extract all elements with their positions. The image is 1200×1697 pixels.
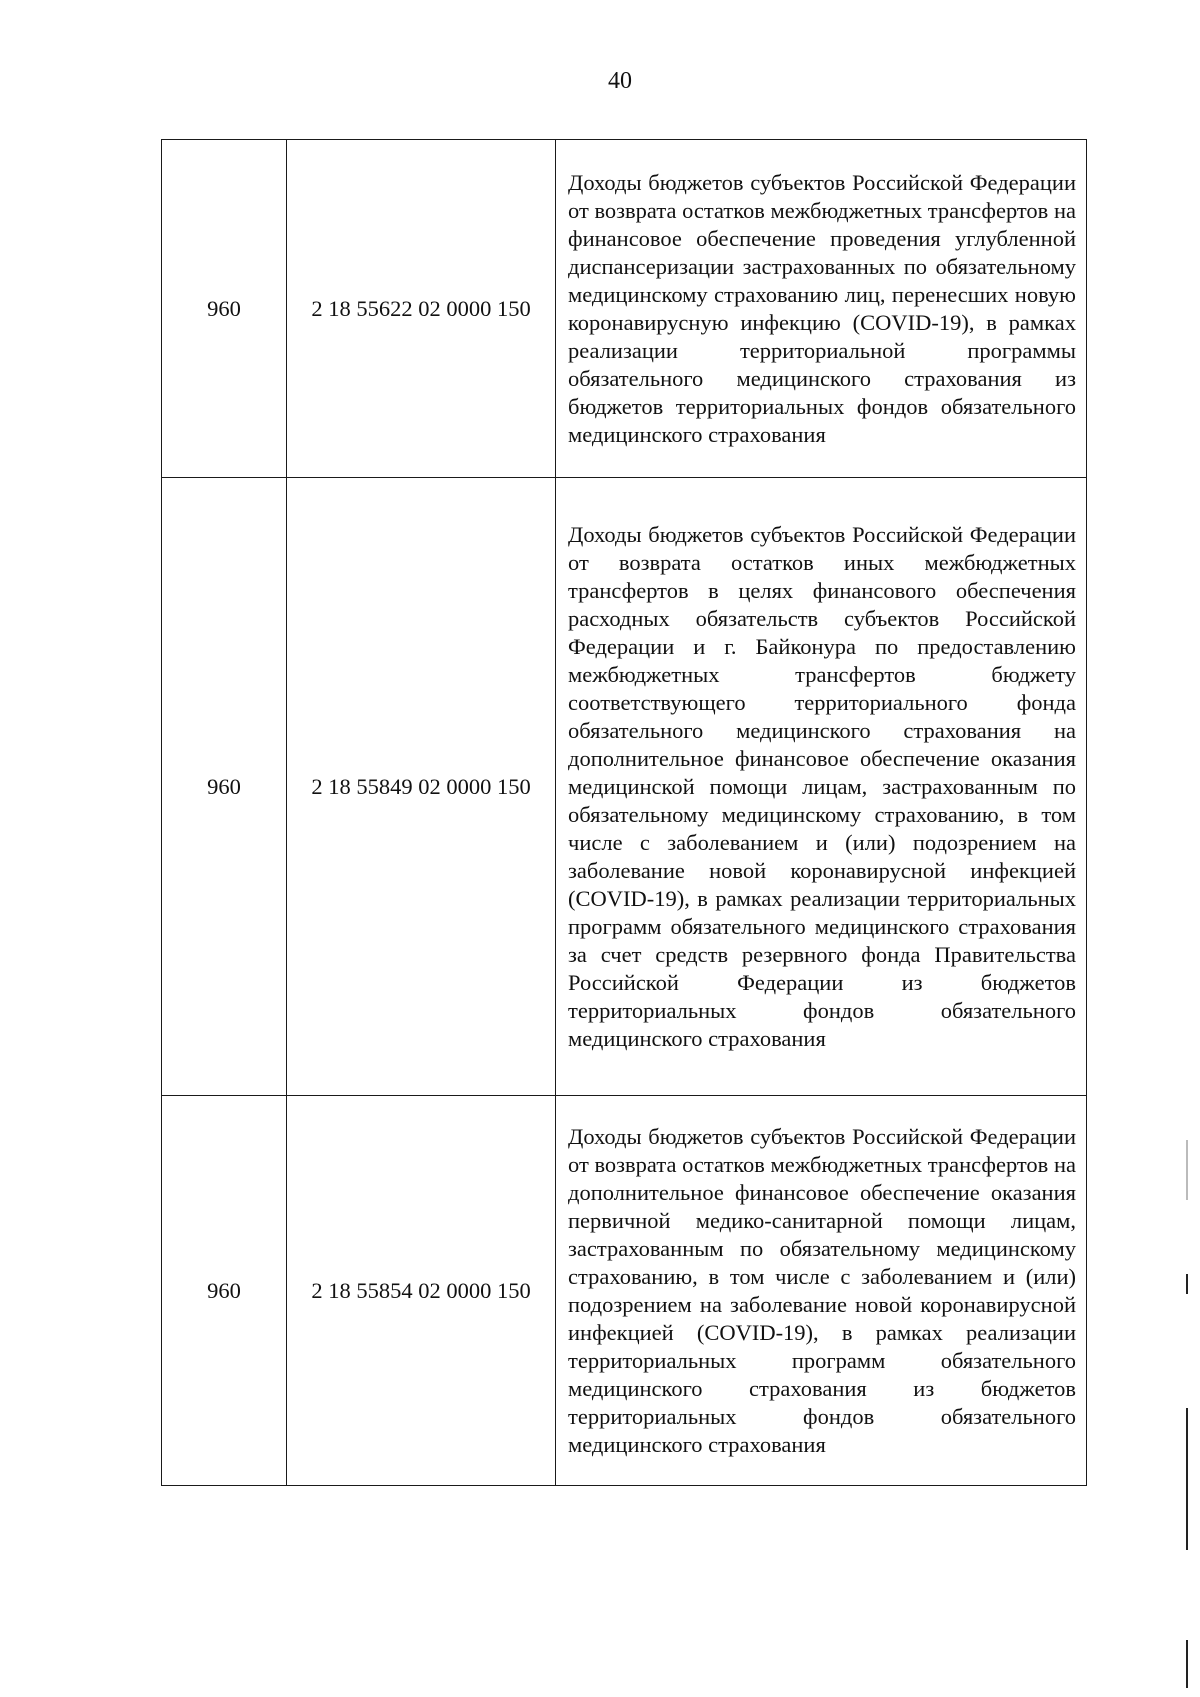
revenue-name-cell: Доходы бюджетов субъектов Российской Федерации от возврата остатков иных межбюджетных трансфертов в целях финансового обеспечения расходных обязательств субъектов Российской Федерации и г. Байконура по предоставлению межбюджетных трансфертов бюджету соответствующего территориального фонда обязательного медицинского страхования на дополнительное финансовое обеспечение оказания медицинской помощи лицам, застрахованным по обязательному медицинскому страхованию, в том числе с заболеванием и (или) подозрением на заболевание новой коронавирусной инфекцией (COVID-19), в рамках реализации территориальных программ обязательного медицинского страхования за счет средств резервного фонда Правительства Российской Федерации из бюджетов территориальных фондов обязательного медицинского страхования (556, 478, 1087, 1096)
scan-artifact (1186, 1274, 1188, 1294)
page-number: 40 (608, 68, 632, 94)
budget-code-cell: 2 18 55849 02 0000 150 (287, 478, 556, 1096)
budget-code-cell: 2 18 55622 02 0000 150 (287, 140, 556, 478)
scan-artifact (1186, 1408, 1188, 1550)
scan-artifact (1186, 1640, 1188, 1688)
table-row (162, 140, 1087, 478)
revenue-name-cell: Доходы бюджетов субъектов Российской Федерации от возврата остатков межбюджетных трансфертов на финансовое обеспечение проведения углубленной диспансеризации застрахованных по обязательному медицинскому страхованию лиц, перенесших новую коронавирусную инфекцию (COVID-19), в рамках реализации территориальной программы обязательного медицинского страхования из бюджетов территориальных фондов обязательного медицинского страхования (556, 140, 1087, 478)
admin-code-cell: 960 (162, 478, 287, 1096)
admin-code-cell: 960 (162, 1096, 287, 1486)
table-row (162, 1096, 1087, 1486)
table-row (162, 478, 1087, 1096)
revenue-name-cell: Доходы бюджетов субъектов Российской Федерации от возврата остатков межбюджетных трансфертов на дополнительное финансовое обеспечение оказания первичной медико-санитарной помощи лицам, застрахованным по обязательному медицинскому страхованию, в том числе с заболеванием и (или) подозрением на заболевание новой коронавирусной инфекцией (COVID-19), в рамках реализации территориальных программ обязательного медицинского страхования из бюджетов территориальных фондов обязательного медицинского страхования (556, 1096, 1087, 1486)
budget-code-cell: 2 18 55854 02 0000 150 (287, 1096, 556, 1486)
admin-code-cell: 960 (162, 140, 287, 478)
scan-artifact (1186, 1140, 1188, 1200)
budget-classification-table (161, 139, 1087, 1486)
